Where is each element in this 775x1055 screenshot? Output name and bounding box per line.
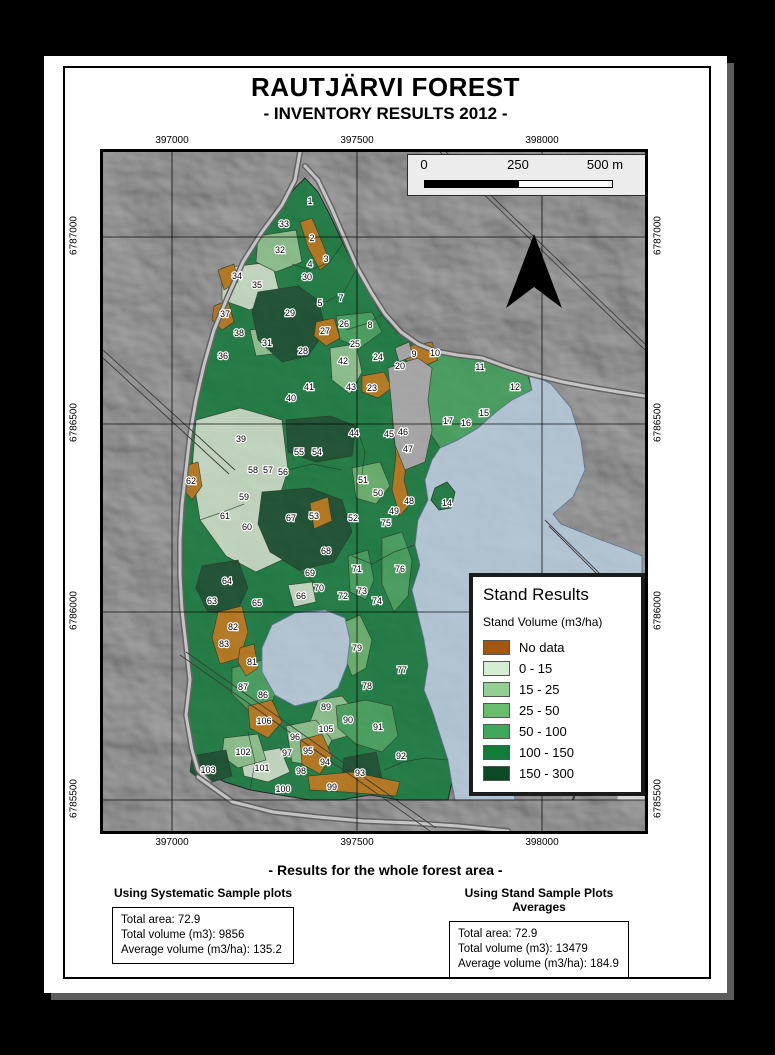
stand-label-67: 67	[285, 513, 297, 523]
stand-label-93: 93	[354, 768, 366, 778]
legend-class-label: 150 - 300	[519, 766, 574, 781]
stand-label-30: 30	[301, 272, 313, 282]
stand-label-2: 2	[309, 233, 315, 243]
legend-class-label: 15 - 25	[519, 682, 560, 697]
stand-label-61: 61	[219, 511, 231, 521]
stand-label-35: 35	[251, 280, 263, 290]
stand-label-76: 76	[394, 564, 406, 574]
stand-label-99: 99	[326, 782, 338, 792]
scale-label-0: 0	[420, 157, 428, 172]
stand-label-91: 91	[372, 722, 384, 732]
legend-class-label: 25 - 50	[519, 703, 560, 718]
stand-label-33: 33	[278, 219, 290, 229]
stand-label-1: 1	[307, 196, 313, 206]
legend-swatch	[483, 745, 510, 760]
stand-label-51: 51	[357, 475, 369, 485]
legend-title: Stand Results	[483, 585, 589, 604]
stand-label-92: 92	[395, 751, 407, 761]
results-line: Total volume (m3): 9856	[121, 929, 245, 941]
stand-label-8: 8	[367, 320, 373, 330]
grid-y-label: 6786000	[652, 591, 664, 630]
stand-label-94: 94	[319, 757, 331, 767]
stand-label-105: 105	[318, 724, 334, 734]
legend-class-label: 50 - 100	[519, 724, 567, 739]
stand-label-31: 31	[261, 338, 273, 348]
legend-row	[483, 658, 633, 679]
stand-label-23: 23	[366, 383, 378, 393]
legend-swatch	[483, 682, 510, 697]
results-panel-box	[112, 907, 294, 964]
grid-y-label: 6785500	[652, 779, 664, 818]
stand-label-40: 40	[285, 393, 297, 403]
stand-label-90: 90	[342, 715, 354, 725]
stand-label-52: 52	[347, 513, 359, 523]
results-panel	[449, 886, 629, 978]
stand-label-73: 73	[356, 586, 368, 596]
results-line: Total area: 72.9	[458, 928, 538, 940]
stand-label-86: 86	[257, 690, 269, 700]
legend-row	[483, 700, 633, 721]
stand-label-15: 15	[478, 408, 490, 418]
grid-x-label: 397500	[340, 837, 374, 848]
stand-label-26: 26	[338, 319, 350, 329]
north-arrow-icon	[505, 234, 563, 310]
grid-x-label: 397000	[155, 135, 189, 146]
legend-row	[483, 742, 633, 763]
grid-y-label: 6786500	[68, 403, 80, 442]
stand-label-25: 25	[349, 339, 361, 349]
results-panel-title: Using Stand Sample Plots Averages	[464, 886, 614, 914]
stand-label-32: 32	[274, 245, 286, 255]
stand-label-48: 48	[403, 496, 415, 506]
results-line: Average volume (m3/ha): 135.2	[121, 944, 282, 956]
stand-label-34: 34	[231, 271, 243, 281]
grid-y-label: 6787000	[652, 216, 664, 255]
stand-label-75: 75	[380, 518, 392, 528]
stand-label-95: 95	[302, 746, 314, 756]
stand-label-50: 50	[372, 488, 384, 498]
stand-label-10: 10	[429, 348, 441, 358]
stand-label-42: 42	[337, 356, 349, 366]
stand-label-79: 79	[351, 643, 363, 653]
stand-label-7: 7	[338, 293, 344, 303]
scale-bar	[407, 154, 645, 196]
stand-label-103: 103	[200, 765, 216, 775]
stand-label-44: 44	[348, 428, 360, 438]
scale-label-500: 500 m	[586, 157, 624, 172]
legend-class-label: 0 - 15	[519, 661, 553, 676]
legend-swatch	[483, 724, 510, 739]
stand-label-28: 28	[297, 346, 309, 356]
results-line: Total volume (m3): 13479	[458, 943, 588, 955]
legend-subtitle: Stand Volume (m3/ha)	[483, 615, 603, 629]
legend-class-label: 100 - 150	[519, 745, 574, 760]
results-panel-title: Using Systematic Sample plots	[113, 886, 293, 900]
stand-label-41: 41	[303, 382, 315, 392]
stand-label-9: 9	[411, 349, 417, 359]
stand-label-71: 71	[351, 564, 363, 574]
stand-label-64: 64	[221, 576, 233, 586]
stand-label-12: 12	[509, 382, 521, 392]
stand-label-49: 49	[388, 506, 400, 516]
stand-label-20: 20	[394, 361, 406, 371]
scale-bar-empty-segment	[518, 180, 613, 188]
results-line: Total area: 72.9	[121, 914, 201, 926]
stand-label-78: 78	[361, 681, 373, 691]
stand-label-53: 53	[308, 511, 320, 521]
stand-label-62: 62	[185, 476, 197, 486]
stand-label-37: 37	[219, 309, 231, 319]
stand-label-65: 65	[251, 598, 263, 608]
stand-label-83: 83	[218, 639, 230, 649]
scale-label-250: 250	[507, 157, 529, 172]
stand-label-96: 96	[289, 732, 301, 742]
grid-x-label: 397000	[155, 837, 189, 848]
stand-label-47: 47	[402, 444, 414, 454]
stand-label-77: 77	[396, 665, 408, 675]
stand-label-89: 89	[320, 702, 332, 712]
stand-label-97: 97	[281, 748, 293, 758]
stand-label-63: 63	[206, 596, 218, 606]
scale-bar-filled-segment	[424, 180, 518, 188]
stand-label-39: 39	[235, 434, 247, 444]
stand-label-4: 4	[307, 259, 313, 269]
stand-label-66: 66	[295, 591, 307, 601]
stand-label-38: 38	[233, 328, 245, 338]
page-title: RAUTJÄRVI FOREST	[251, 72, 520, 102]
legend-row	[483, 763, 633, 784]
legend-swatch	[483, 703, 510, 718]
legend-row	[483, 637, 633, 658]
grid-y-label: 6786000	[68, 591, 80, 630]
results-line: Average volume (m3/ha): 184.9	[458, 958, 619, 970]
stand-label-27: 27	[319, 326, 331, 336]
grid-x-label: 398000	[525, 837, 559, 848]
stand-label-45: 45	[383, 429, 395, 439]
legend-swatch	[483, 766, 510, 781]
stand-label-11: 11	[475, 362, 485, 372]
stand-label-102: 102	[235, 747, 251, 757]
stand-label-36: 36	[217, 351, 229, 361]
map-frame	[100, 149, 648, 834]
stand-label-16: 16	[460, 418, 472, 428]
grid-x-label: 397500	[340, 135, 374, 146]
stand-label-98: 98	[295, 766, 307, 776]
results-heading: - Results for the whole forest area -	[268, 862, 503, 878]
grid-y-label: 6787000	[68, 216, 80, 255]
stand-label-46: 46	[397, 427, 409, 437]
stand-label-72: 72	[337, 591, 349, 601]
legend-swatch	[483, 640, 510, 655]
legend-row	[483, 679, 633, 700]
stand-label-87: 87	[237, 682, 249, 692]
stand-label-82: 82	[227, 622, 239, 632]
map-legend	[469, 573, 645, 796]
stand-label-54: 54	[311, 447, 323, 457]
map-sheet-page	[44, 56, 727, 993]
stand-label-5: 5	[317, 298, 323, 308]
stand-label-106: 106	[256, 716, 272, 726]
stand-label-100: 100	[275, 784, 291, 794]
stand-label-81: 81	[246, 657, 258, 667]
stand-label-55: 55	[293, 447, 305, 457]
legend-class-label: No data	[519, 640, 565, 655]
stand-label-59: 59	[238, 492, 250, 502]
stand-label-101: 101	[254, 763, 270, 773]
stand-label-14: 14	[441, 498, 453, 508]
page-subtitle: - INVENTORY RESULTS 2012 -	[263, 104, 508, 123]
grid-y-label: 6785500	[68, 779, 80, 818]
stand-label-58: 58	[247, 465, 259, 475]
results-panel	[112, 886, 294, 964]
stand-label-24: 24	[372, 352, 384, 362]
stand-label-60: 60	[241, 522, 253, 532]
stand-label-74: 74	[371, 596, 383, 606]
stand-label-70: 70	[313, 583, 325, 593]
legend-classes	[483, 637, 633, 784]
stand-label-43: 43	[345, 382, 357, 392]
grid-x-label: 398000	[525, 135, 559, 146]
stand-label-17: 17	[442, 416, 454, 426]
legend-row	[483, 721, 633, 742]
stand-label-69: 69	[304, 568, 316, 578]
grid-y-label: 6786500	[652, 403, 664, 442]
stand-label-56: 56	[277, 467, 289, 477]
stand-label-57: 57	[262, 465, 274, 475]
legend-swatch	[483, 661, 510, 676]
stand-label-3: 3	[323, 254, 329, 264]
stand-label-68: 68	[320, 546, 332, 556]
results-panel-box	[449, 921, 629, 978]
stand-label-29: 29	[284, 308, 296, 318]
